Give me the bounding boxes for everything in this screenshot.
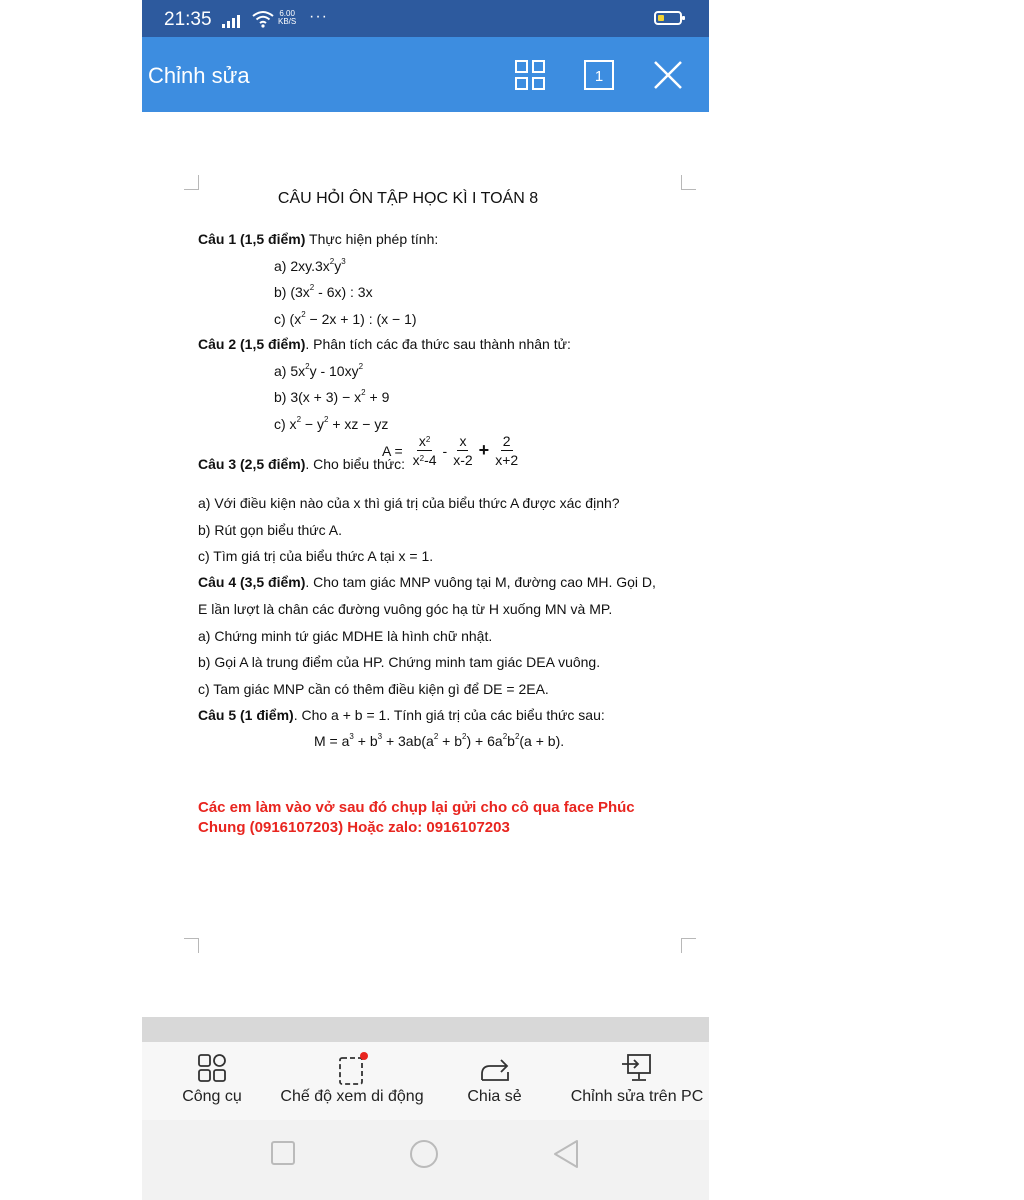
question-5 <box>198 707 605 723</box>
question-2-text: . Phân tích các đa thức sau thành nhân tử: <box>305 336 571 352</box>
speed-unit: KB/S <box>278 17 297 26</box>
more-notifications-icon: ··· <box>309 8 328 25</box>
question-4-label: Câu 4 (3,5 điểm) <box>198 574 306 590</box>
nav-home-icon[interactable] <box>408 1138 440 1175</box>
formula-operator: - <box>442 442 448 459</box>
page-corner-mark <box>681 938 696 953</box>
page-corner-mark <box>681 175 696 190</box>
tools-button[interactable] <box>162 1042 262 1120</box>
question-4-a: a) Chứng minh tứ giác MDHE là hình chữ nhật. <box>198 628 493 644</box>
battery-icon <box>654 11 682 25</box>
share-button[interactable] <box>447 1042 542 1120</box>
page-corner-mark <box>184 175 199 190</box>
formula-fraction-3: $\frac{2}{x+2}$ <box>495 433 519 468</box>
question-1-c: c) $(x^2 - 2x + 1)$ : (x − 1) <box>274 310 417 327</box>
document-title: CÂU HỎI ÔN TẬP HỌC KÌ I TOÁN 8 <box>277 190 539 207</box>
status-time: 21:35 <box>164 9 212 30</box>
question-5-label: Câu 5 (1 điểm) <box>198 707 294 723</box>
question-1-text: Thực hiện phép tính: <box>305 231 439 247</box>
question-1-label: Câu 1 (1,5 điểm) <box>198 231 306 247</box>
signal-icon <box>222 14 240 28</box>
question-4-continued: E lần lượt là chân các đường vuông góc hạ từ H xuống MN và MP. <box>198 601 613 617</box>
question-5-text: . Cho a + b = 1. Tính giá trị của các biểu thức sau: <box>293 707 605 723</box>
question-2 <box>198 336 571 352</box>
tools-icon <box>196 1052 228 1084</box>
formula-fraction-2: $\frac{x}{x-2}$ <box>453 433 473 468</box>
wifi-icon <box>252 10 274 33</box>
question-3-b: b) Rút gọn biểu thức A. <box>198 522 343 538</box>
question-4-c: c) Tam giác MNP cần có thêm điều kiện gì để DE = 2EA. <box>198 681 549 697</box>
bottom-toolbar <box>142 1042 709 1120</box>
mobile-view-icon <box>335 1052 369 1086</box>
nav-recents-icon[interactable] <box>270 1138 296 1173</box>
page-corner-mark <box>184 938 199 953</box>
edit-on-pc-label: Chỉnh sửa trên PC <box>570 1088 704 1105</box>
phone-screen <box>142 0 709 1200</box>
question-2-c: c) $x^2 - y^2$ + xz − yz <box>274 415 389 432</box>
question-4 <box>198 574 656 590</box>
network-speed <box>278 10 296 26</box>
speed-value: 6.00 <box>279 9 295 18</box>
question-3-formula <box>382 432 522 469</box>
grid-view-icon[interactable] <box>514 59 546 96</box>
page-count-icon[interactable] <box>583 59 615 96</box>
page-count: 1 <box>594 68 604 85</box>
question-4-b: b) Gọi A là trung điểm của HP. Chứng minh tam giác DEA vuông. <box>198 654 601 670</box>
document-view[interactable] <box>142 112 709 1017</box>
share-icon <box>478 1052 512 1084</box>
question-5-formula: $M = a^3 + b^3 + 3ab(a^2 + b^2) + 6a^2b^2(a + b)$. <box>314 732 565 749</box>
mobile-view-button[interactable] <box>277 1042 427 1120</box>
mobile-view-label: Chế độ xem di động <box>280 1088 424 1105</box>
edit-on-pc-icon <box>620 1052 654 1084</box>
teacher-note: Các em làm vào vở sau đó chụp lại gửi cho cô qua face Phúc Chung (0916107203) Hoặc zalo: 0916107203 <box>198 799 635 836</box>
question-3-text: . Cho biểu thức: <box>305 456 406 472</box>
edit-on-pc-button[interactable] <box>567 1042 707 1120</box>
app-bar-title: Chỉnh sửa <box>148 63 250 88</box>
share-label: Chia sẻ <box>467 1088 522 1105</box>
question-1-b: b) $(3x^2 - 6x)$ : 3x <box>274 283 373 300</box>
question-3-c: c) Tìm giá trị của biểu thức A tại x = 1. <box>198 548 434 564</box>
nav-back-icon[interactable] <box>552 1138 580 1175</box>
question-1-a: a) $2xy.3x^2y^3$ <box>274 257 346 274</box>
status-bar <box>142 0 709 37</box>
question-3-label: Câu 3 (2,5 điểm) <box>198 456 306 472</box>
app-bar <box>142 37 709 112</box>
toolbar-divider <box>142 1017 709 1042</box>
system-navigation-bar <box>142 1120 709 1200</box>
question-2-label: Câu 2 (1,5 điểm) <box>198 336 306 352</box>
question-2-a: a) $5x^2y - 10xy^2$ <box>274 362 364 379</box>
question-4-text: . Cho tam giác MNP vuông tại M, đường cao MH. Gọi D, <box>305 574 656 590</box>
close-icon[interactable] <box>652 59 684 96</box>
question-3 <box>198 456 405 472</box>
formula-fraction-1: $\frac{x^2}{x^2-4}$ <box>412 433 437 468</box>
tools-label: Công cụ <box>182 1088 242 1105</box>
question-1 <box>198 231 438 247</box>
question-2-b: b) $3(x + 3) - x^2 + 9$ <box>274 388 390 405</box>
formula-operator: + <box>478 440 490 460</box>
question-3-a: a) Với điều kiện nào của x thì giá trị của biểu thức A được xác định? <box>198 495 620 511</box>
formula-lhs: A = <box>382 442 403 459</box>
